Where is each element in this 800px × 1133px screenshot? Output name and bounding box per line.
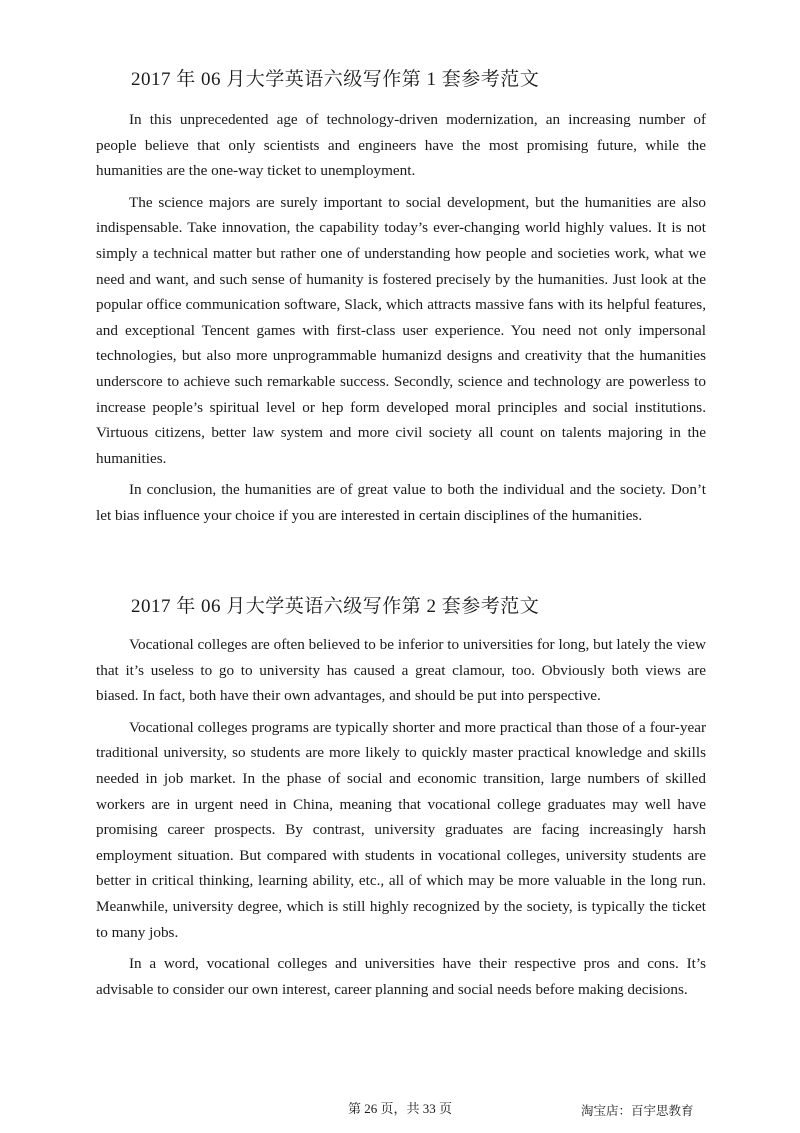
essay-2-paragraph-3: In a word, vocational colleges and universities have their respective pros and cons. It’s advisable to consider our own interest, career planning and social needs before making decisions. — [96, 955, 706, 998]
essay-2-title: 2017 年 06 月大学英语六级写作第 2 套参考范文 — [131, 596, 540, 617]
page-number: 第 26 页，共 33 页 — [347, 1101, 452, 1116]
essay-2-paragraph-1: Vocational colleges are often believed to be inferior to universities for long, but lately the view that it’s useless to go to university has caused a great clamour, too. Obviously both views are biased. In fact, both have their own advantages, and should be put into perspective. — [96, 636, 706, 705]
essay-2-body — [96, 632, 706, 1008]
essay-2-paragraph-2: Vocational colleges programs are typically shorter and more practical than those of a four-year traditional university, so students are more likely to quickly master practical knowledge and skills needed in job market. In the phase of social and economic transition, large numbers of skilled workers are in urgent need in China, meaning that vocational college graduates may well have promising career prospects. By contrast, university graduates are facing increasingly harsh employment situation. But compared with students in vocational colleges, university students are better in critical thinking, learning ability, etc., all of which may be more valuable in the long run. Meanwhile, university degree, which is still highly recognized by the society, is typically the ticket to many jobs. — [96, 718, 706, 941]
essay-1-paragraph-1: In this unprecedented age of technology-driven modernization, an increasing number of people believe that only scientists and engineers have the most promising future, while the humanities are the one-way ticket to unemployment. — [96, 111, 706, 180]
shop-credit: 淘宝店：百宇思教育 — [581, 1103, 694, 1118]
essay-1-title: 2017 年 06 月大学英语六级写作第 1 套参考范文 — [131, 69, 540, 90]
essay-1-paragraph-2: The science majors are surely important to social development, but the humanities are also indispensable. Take innovation, the capability today’s ever-changing world highly values. It is not simply a technical matter but rather one of understanding how people and societies work, what we need and want, and such sense of humanity is fostered precisely by the humanities. Just look at the popular office communication software, Slack, which attracts massive fans with its helpful features, and exceptional Tencent games with first-class user experience. You need not only impersonal technologies, but also more unprogrammable humanizd designs and creativity that the humanities underscore to achieve such remarkable success. Secondly, science and technology are powerless to increase people’s spiritual level or hep form developed moral principles and social institutions. Virtuous citizens, better law system and more civil society all count on talents majoring in the humanities. — [96, 193, 706, 467]
essay-1-body — [96, 107, 706, 535]
essay-1-paragraph-3: In conclusion, the humanities are of great value to both the individual and the society. Don’t let bias influence your choice if you are interested in certain disciplines of the humanities. — [96, 481, 706, 524]
